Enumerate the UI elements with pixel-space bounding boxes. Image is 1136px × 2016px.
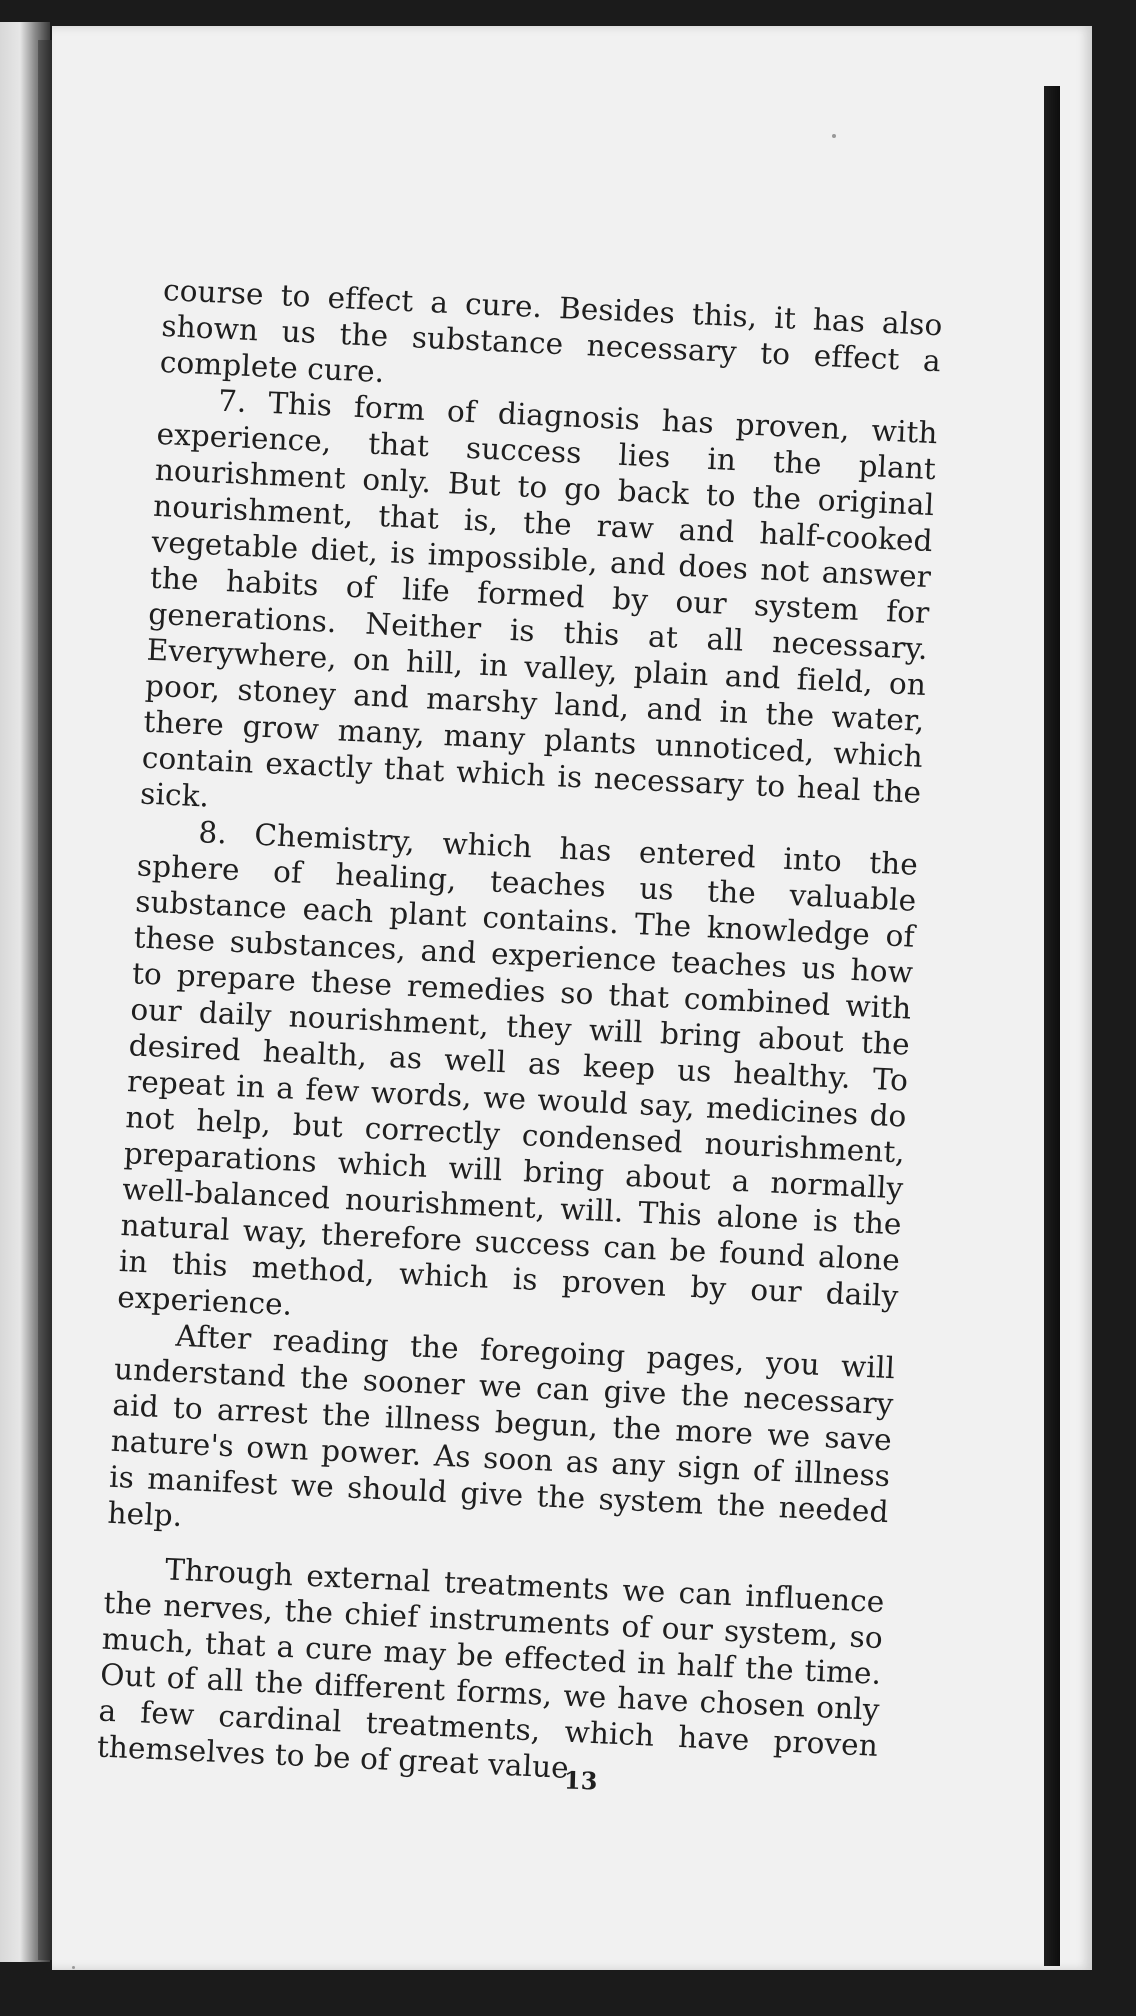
paragraph-7: 7. This form of diagnosis has proven, with experience, that success lies in the plant nourishment only. But to go back to the original nourishment, that is, the raw and half-cooked vegetable diet, is impossible, and does not answer the habits of life formed by our system for generations. Neither is this at all necessary. Everywhere, on hill, in valley, plain and field, on poor, stoney and marshy land, and in the water, there grow many, many plants unnoticed, which contain exactly that which is necessary to heal the sick. [139,383,939,814]
paper-speck [832,134,836,138]
binding-shadow [38,40,52,1960]
paragraph-after-reading: After reading the foregoing pages, you will understand the sooner we can give the necessary aid to arrest the illness begun, the more we save nature's own power. As soon as any sign of illness is manifest we should give the system the needed help. [106,1318,896,1534]
paragraph-continuation: course to effect a cure. Besides this, it has also shown us the substance necessary to effect a complete cure. [159,272,944,390]
page-edge-shadow [1044,86,1060,1966]
paper-speck [72,1966,75,1969]
body-text [96,272,943,1800]
page-number: 13 [563,1765,598,1796]
paragraph-8: 8. Chemistry, which has entered into the sphere of healing, teaches us the valuable substance each plant contains. The knowledge of these substances, and experience teaches us how to prepare these remedies so that combined with our daily nourishment, they will bring about the desired health, as well as keep us healthy. To repeat in a few words, we would say, medicines do not help, but correctly condensed nourishment, preparations which will bring about a normally well-balanced nourishment, will. This alone is the natural way, therefore success can be found alone in this method, which is proven by our daily experience. [116,815,919,1322]
book-page [52,26,1092,1970]
paragraph-external-treatments: Through external treatments we can influence the nerves, the chief instruments of our system, so much, that a cure may be effected in half the time. Out of all the different forms, we have chosen only a few cardinal treatments, which have proven themselves to be of great value. [96,1552,886,1786]
